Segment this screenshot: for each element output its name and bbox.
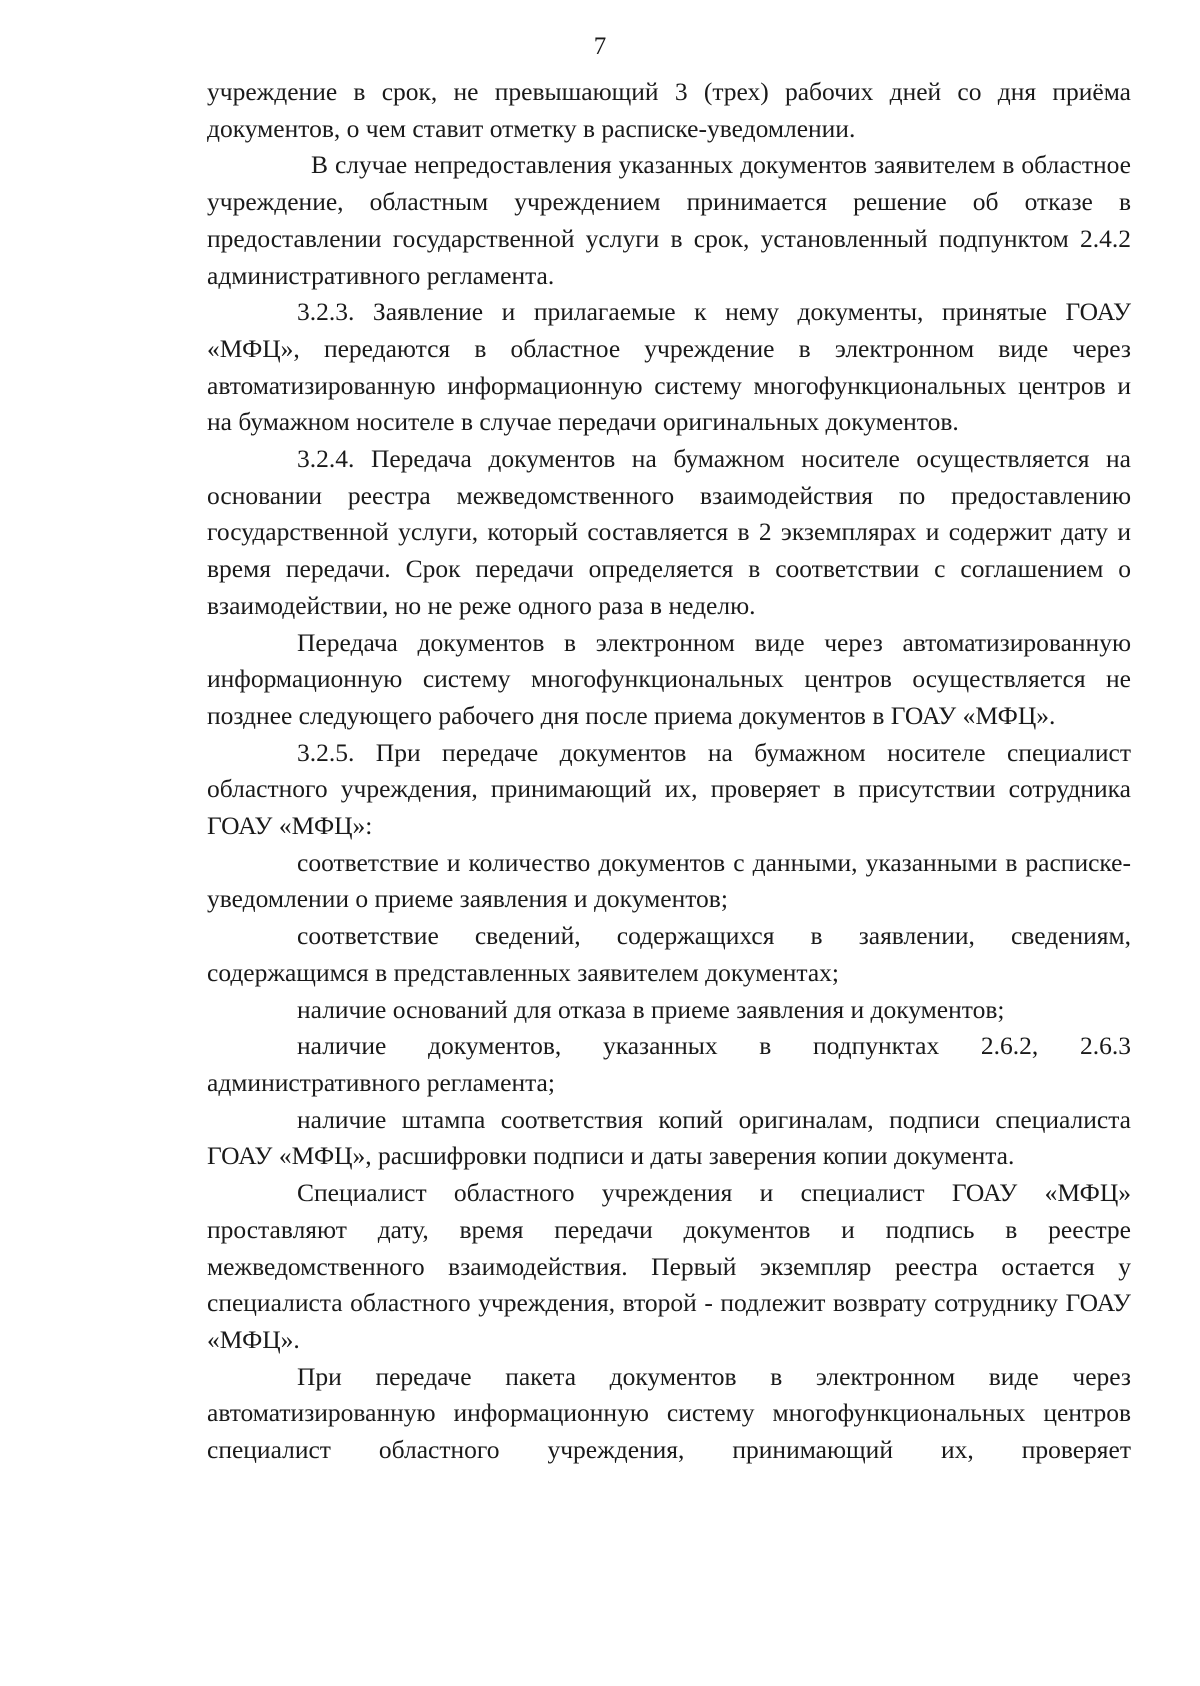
paragraph: наличие документов, указанных в подпунктах 2.6.2, 2.6.3 административного регламента;	[207, 1031, 1131, 1097]
paragraph: наличие штампа соответствия копий оригиналам, подписи специалиста ГОАУ «МФЦ», расшифровки подписи и даты заверения копии документа.	[207, 1104, 1131, 1171]
paragraph: наличие оснований для отказа в приеме заявления и документов;	[297, 994, 1005, 1024]
paragraph: Специалист областного учреждения и специалист ГОАУ «МФЦ» проставляют дату, время передачи документов и подпись в реестре межведомственного взаимодействия. Первый экземпляр реестра остается у специалиста областного учреждения, второй - подлежит возврату сотруднику ГОАУ «МФЦ».	[207, 1178, 1131, 1354]
document-body	[207, 74, 1131, 1469]
page-number: 7	[593, 33, 607, 60]
paragraph: учреждение в срок, не превышающий 3 (трех) рабочих дней со дня приёма документов, о чем ставит отметку в расписке-уведомлении.	[207, 77, 1131, 143]
paragraph: В случае непредоставления указанных документов заявителем в областное учреждение, областным учреждением принимается решение об отказе в предоставлении государственной услуги в срок, установленный подпунктом 2.4.2 административного регламента.	[207, 150, 1131, 290]
paragraph: соответствие сведений, содержащихся в заявлении, сведениям, содержащимся в представленных заявителем документах;	[207, 921, 1131, 987]
paragraph: соответствие и количество документов с данными, указанными в расписке-уведомлении о приеме заявления и документов;	[207, 847, 1131, 914]
paragraph: Передача документов в электронном виде через автоматизированную информационную систему многофункциональных центров осуществляется не позднее следующего рабочего дня после приема документов в ГОАУ «МФЦ».	[207, 627, 1131, 730]
paragraph: 3.2.4. Передача документов на бумажном носителе осуществляется на основании реестра межведомственного взаимодействия по предоставлению государственной услуги, который составляется в 2 экземплярах и содержит дату и время передачи. Срок передачи определяется в соответствии с соглашением о взаимодействии, но не реже одного раза в неделю.	[207, 444, 1131, 620]
paragraph: При передаче пакета документов в электронном виде через автоматизированную информационную систему многофункциональных центров специалист областного учреждения, принимающий их, проверяет	[207, 1361, 1131, 1465]
paragraph: 3.2.5. При передаче документов на бумажном носителе специалист областного учреждения, принимающий их, проверяет в присутствии сотрудника ГОАУ «МФЦ»:	[207, 737, 1131, 841]
paragraph: 3.2.3. Заявление и прилагаемые к нему документы, принятые ГОАУ «МФЦ», передаются в областное учреждение в электронном виде через автоматизированную информационную систему многофункциональных центров и на бумажном носителе в случае передачи оригинальных документов.	[207, 297, 1131, 437]
